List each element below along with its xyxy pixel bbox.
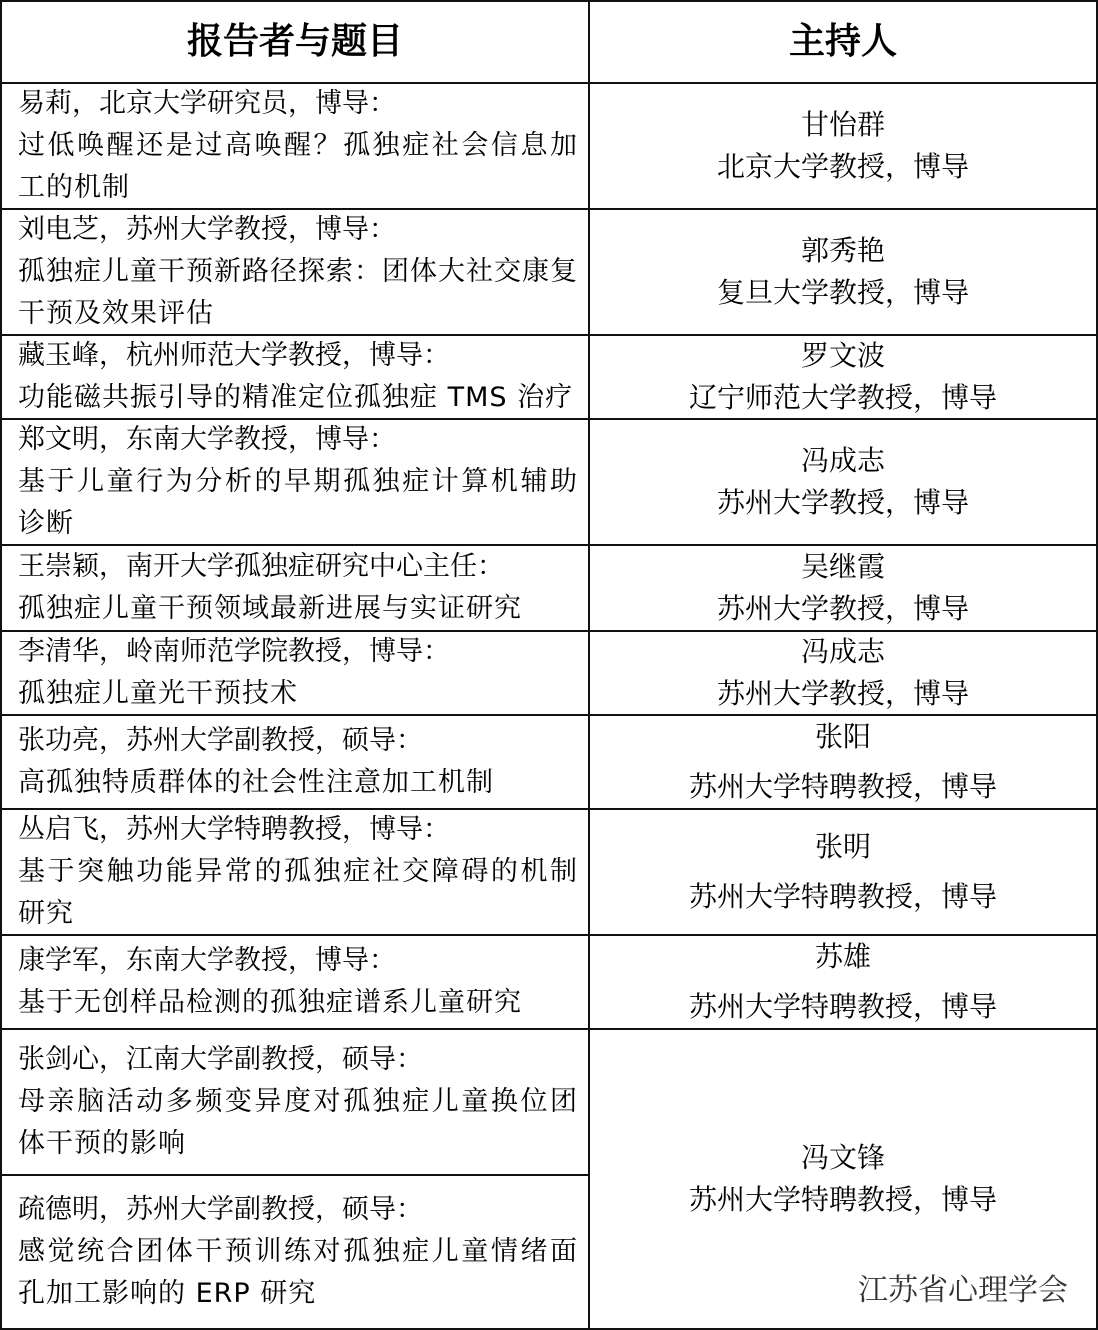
host-name: 罗文波 <box>800 339 885 372</box>
host-cell <box>590 810 1098 936</box>
speaker-topic-cell <box>0 632 590 716</box>
topic-line: 高孤独特质群体的社会性注意加工机制 <box>18 767 494 798</box>
topic-line: 孤独症儿童干预领域最新进展与实证研究 <box>18 593 522 624</box>
speaker-line: 丛启飞，苏州大学特聘教授，博导： <box>18 814 450 845</box>
topic-line: 基于儿童行为分析的早期孤独症计算机辅助 <box>18 466 578 497</box>
host-title: 复旦大学教授，博导 <box>716 276 969 309</box>
host-title: 苏州大学特聘教授，博导 <box>688 1183 997 1216</box>
host-name: 苏雄 <box>814 940 871 973</box>
host-cell <box>590 336 1098 420</box>
watermark-text: 江苏省心理学会 <box>858 1273 1068 1308</box>
host-title: 苏州大学特聘教授，博导 <box>688 990 997 1023</box>
topic-line: 感觉统合团体干预训练对孤独症儿童情绪面 <box>18 1236 578 1267</box>
speaker-topic-cell <box>0 1176 590 1330</box>
topic-line: 孤独症儿童光干预技术 <box>18 678 298 709</box>
speaker-topic-cell <box>0 84 590 210</box>
topic-line: 干预及效果评估 <box>18 298 214 329</box>
topic-line: 诊断 <box>18 508 74 539</box>
host-title: 苏州大学教授，博导 <box>716 677 969 710</box>
host-cell <box>590 84 1098 210</box>
speaker-topic-cell <box>0 336 590 420</box>
host-cell <box>590 716 1098 810</box>
topic-line: 孤独症儿童干预新路径探索：团体大社交康复 <box>18 256 578 287</box>
speaker-line: 张功亮，苏州大学副教授，硕导： <box>18 725 423 756</box>
host-cell <box>590 632 1098 716</box>
speaker-topic-cell <box>0 546 590 632</box>
speaker-line: 藏玉峰，杭州师范大学教授，博导： <box>18 340 450 371</box>
topic-line: 基于突触功能异常的孤独症社交障碍的机制 <box>18 856 578 887</box>
speaker-topic-cell <box>0 420 590 546</box>
host-cell <box>590 936 1098 1030</box>
topic-line: 体干预的影响 <box>18 1128 186 1159</box>
topic-line: 基于无创样品检测的孤独症谱系儿童研究 <box>18 987 522 1018</box>
header-speaker-topic: 报告者与题目 <box>0 0 590 84</box>
speaker-line: 郑文明，东南大学教授，博导： <box>18 424 396 455</box>
host-title: 苏州大学教授，博导 <box>716 486 969 519</box>
host-name: 冯成志 <box>800 444 885 477</box>
topic-line: 母亲脑活动多频变异度对孤独症儿童换位团 <box>18 1086 578 1117</box>
host-name: 吴继霞 <box>800 550 885 583</box>
speaker-line: 疏德明，苏州大学副教授，硕导： <box>18 1194 423 1225</box>
speaker-topic-cell <box>0 810 590 936</box>
host-cell <box>590 546 1098 632</box>
topic-line: 孔加工影响的 ERP 研究 <box>18 1278 317 1309</box>
host-cell <box>590 420 1098 546</box>
host-title: 苏州大学特聘教授，博导 <box>688 770 997 803</box>
topic-line: 工的机制 <box>18 172 130 203</box>
host-name: 郭秀艳 <box>800 234 885 267</box>
header-host: 主持人 <box>590 0 1098 84</box>
host-title: 苏州大学教授，博导 <box>716 592 969 625</box>
speaker-topic-cell <box>0 716 590 810</box>
speaker-line: 张剑心，江南大学副教授，硕导： <box>18 1044 423 1075</box>
host-name: 冯成志 <box>800 635 885 668</box>
topic-line: 过低唤醒还是过高唤醒？孤独症社会信息加 <box>18 130 578 161</box>
speaker-topic-cell <box>0 210 590 336</box>
speaker-line: 王崇颖，南开大学孤独症研究中心主任： <box>18 551 504 582</box>
host-name: 甘怡群 <box>800 108 885 141</box>
host-cell <box>590 210 1098 336</box>
host-name: 张阳 <box>814 720 871 753</box>
host-name: 冯文锋 <box>800 1141 885 1174</box>
speaker-line: 李清华，岭南师范学院教授，博导： <box>18 636 450 667</box>
speaker-topic-cell <box>0 936 590 1030</box>
speaker-line: 康学军，东南大学教授，博导： <box>18 945 396 976</box>
host-name: 张明 <box>814 830 871 863</box>
host-title: 辽宁师范大学教授，博导 <box>688 381 997 414</box>
speaker-line: 刘电芝，苏州大学教授，博导： <box>18 214 396 245</box>
speaker-topic-cell <box>0 1030 590 1176</box>
host-title: 苏州大学特聘教授，博导 <box>688 880 997 913</box>
topic-line: 功能磁共振引导的精准定位孤独症 TMS 治疗 <box>18 382 574 413</box>
host-title: 北京大学教授，博导 <box>716 150 969 183</box>
speaker-line: 易莉，北京大学研究员，博导： <box>18 88 396 119</box>
topic-line: 研究 <box>18 898 74 929</box>
